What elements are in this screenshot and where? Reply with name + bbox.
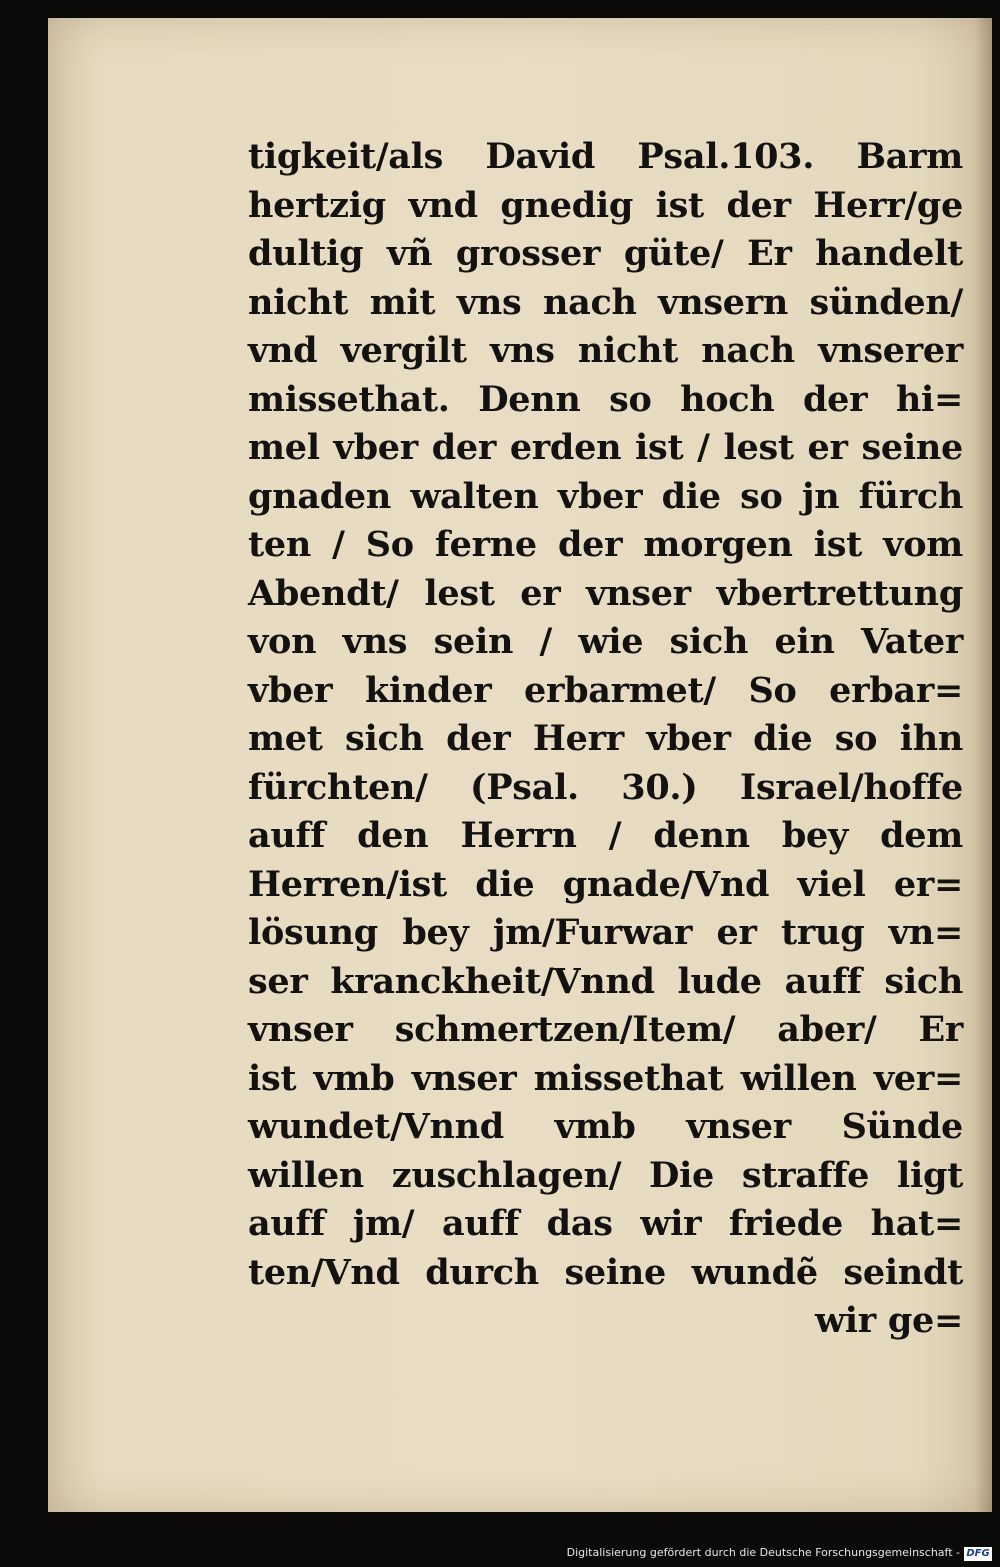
text-line: dultig vñ grosser güte/ Er handelt (248, 233, 963, 274)
text-line: missethat. Denn so hoch der hi= (248, 378, 963, 420)
text-line: Herren/ist die gnade/Vnd viel er= (248, 863, 963, 905)
text-line: ten/Vnd durch seine wundẽ seindt (248, 1251, 963, 1293)
text-line: hertzig vnd gnedig ist der Herr/ge (248, 184, 963, 226)
digitization-credit: Digitalisierung gefördert durch die Deutsche Forschungsgemeinschaft - (566, 1546, 960, 1559)
text-line: mel vber der erden ist / lest er seine (248, 427, 963, 468)
text-line: vber kinder erbarmet/ So erbar= (248, 669, 963, 711)
text-line: willen zuschlagen/ Die straffe ligt (248, 1154, 963, 1196)
catchword: wir ge= (814, 1300, 963, 1341)
dfg-logo: DFG (964, 1547, 992, 1561)
text-line: nicht mit vns nach vnsern sünden/ (248, 281, 963, 323)
text-line: vnd vergilt vns nicht nach vnserer (248, 330, 963, 371)
book-page (48, 18, 992, 1512)
text-line: auff jm/ auff das wir friede hat= (248, 1203, 963, 1244)
text-line: ser kranckheit/Vnnd lude auff sich (248, 960, 963, 1002)
text-line: tigkeit/als David Psal.103. Barm (248, 136, 963, 177)
text-line: lösung bey jm/Furwar er trug vn= (248, 912, 963, 953)
text-block (248, 133, 963, 1346)
text-line: Abendt/ lest er vnser vbertrettung (248, 572, 963, 614)
text-line: ten / So ferne der morgen ist vom (248, 524, 963, 565)
text-line: ist vmb vnser missethat willen ver= (248, 1057, 963, 1099)
text-line: fürchten/ (Psal. 30.) Israel/hoffe (248, 766, 963, 808)
text-line: met sich der Herr vber die so ihn (248, 718, 963, 759)
text-line: auff den Herrn / denn bey dem (248, 815, 963, 856)
text-line: vnser schmertzen/Item/ aber/ Er (248, 1009, 963, 1050)
text-line: von vns sein / wie sich ein Vater (248, 621, 963, 662)
page-edge-shadow (974, 18, 992, 1512)
text-line: gnaden walten vber die so jn fürch (248, 475, 963, 517)
text-line: wundet/Vnnd vmb vnser Sünde (248, 1106, 963, 1147)
